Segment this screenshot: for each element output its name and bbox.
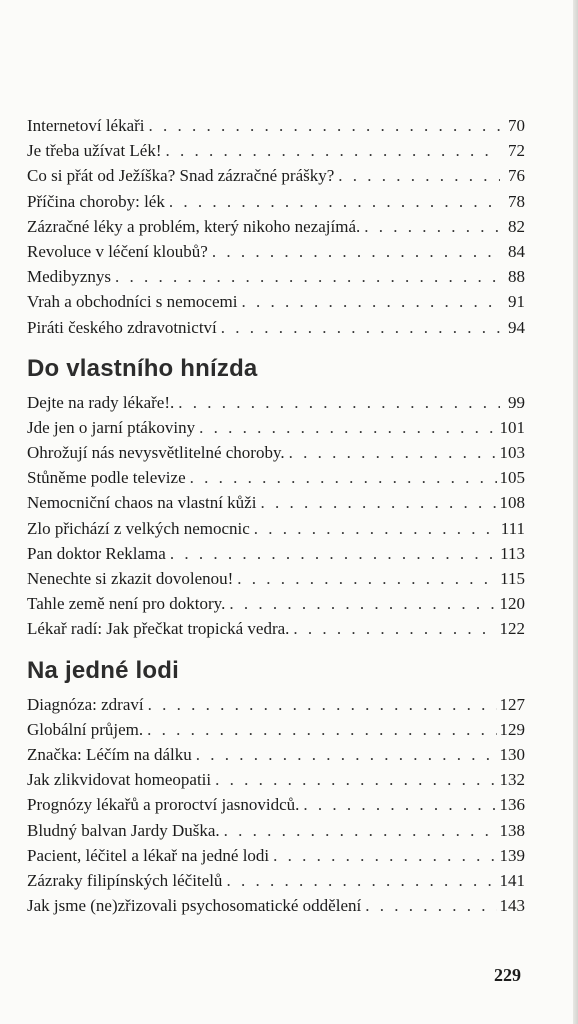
- dot-leader: [260, 490, 496, 515]
- entry-title: Příčina choroby: lék: [27, 191, 165, 211]
- entry-page-number: 136: [499, 795, 525, 815]
- section-heading: Do vlastního hnízda: [27, 354, 258, 382]
- dot-leader: [166, 138, 500, 163]
- entry-title: Nenechte si zkazit dovolenou!: [27, 569, 234, 588]
- toc-entry: [27, 315, 525, 340]
- dot-leader: [289, 440, 497, 465]
- entry-page-number: 132: [499, 770, 525, 790]
- table-of-contents: [27, 113, 525, 918]
- entry-title: Tahle země není pro doktory.: [27, 594, 226, 614]
- entry-title: Internetoví lékaři: [27, 116, 145, 135]
- entry-page-number: 105: [499, 468, 525, 488]
- entry-title: Piráti českého zdravotnictví: [27, 317, 217, 337]
- entry-page-number: 78: [508, 191, 525, 211]
- toc-entry: [27, 490, 525, 515]
- entry-title: Globální průjem.: [27, 719, 144, 739]
- toc-entry: [27, 742, 525, 767]
- dot-leader: [170, 541, 497, 566]
- toc-entry: [27, 893, 525, 918]
- entry-page-number: 130: [499, 744, 525, 764]
- entry-page-number: 120: [499, 594, 525, 614]
- dot-leader: [365, 893, 496, 918]
- toc-entry: [27, 113, 525, 138]
- dot-leader: [237, 566, 497, 591]
- toc-entry: [27, 541, 525, 566]
- section-heading: Na jedné lodi: [27, 656, 179, 684]
- entry-title: Lékař radí: Jak přečkat tropická vedra.: [27, 619, 290, 639]
- toc-entry: [27, 767, 525, 792]
- entry-page-number: 115: [500, 569, 525, 588]
- entry-title: Jak jsme (ne)zřizovali psychosomatické oddělení: [27, 896, 362, 916]
- entry-page-number: 108: [499, 493, 525, 513]
- entry-page-number: 113: [500, 543, 525, 563]
- dot-leader: [149, 113, 500, 138]
- entry-title: Nemocniční chaos na vlastní kůži: [27, 493, 257, 513]
- entry-title: Bludný balvan Jardy Duška.: [27, 820, 220, 840]
- entry-page-number: 94: [508, 317, 525, 337]
- entry-page-number: 139: [499, 845, 525, 865]
- dot-leader: [212, 239, 500, 264]
- toc-entry: [27, 566, 525, 591]
- entry-page-number: 84: [508, 241, 525, 261]
- entry-page-number: 129: [499, 719, 525, 739]
- entry-title: Revoluce v léčení kloubů?: [27, 241, 208, 261]
- toc-entry: [27, 843, 525, 868]
- entry-title: Dejte na rady lékaře!.: [27, 392, 175, 412]
- dot-leader: [293, 616, 496, 641]
- dot-leader: [148, 692, 497, 717]
- dot-leader: [221, 315, 500, 340]
- dot-leader: [147, 717, 496, 742]
- toc-entry: [27, 289, 525, 314]
- entry-title: Pan doktor Reklama: [27, 543, 166, 563]
- entry-page-number: 101: [499, 417, 525, 437]
- dot-leader: [115, 264, 500, 289]
- entry-page-number: 82: [508, 216, 525, 236]
- entry-title: Medibyznys: [27, 267, 112, 287]
- toc-entry: [27, 440, 525, 465]
- entry-page-number: 122: [499, 619, 525, 639]
- dot-leader: [226, 868, 496, 893]
- page-number: 229: [494, 965, 521, 985]
- entry-title: Jde jen o jarní ptákoviny: [27, 417, 196, 437]
- toc-entry: [27, 214, 525, 239]
- dot-leader: [178, 390, 500, 415]
- entry-page-number: 127: [499, 694, 525, 714]
- entry-page-number: 103: [499, 443, 525, 463]
- dot-leader: [241, 289, 500, 314]
- dot-leader: [190, 465, 497, 490]
- dot-leader: [224, 818, 497, 843]
- entry-title: Ohrožují nás nevysvětlitelné choroby.: [27, 443, 285, 463]
- entry-page-number: 72: [508, 141, 525, 161]
- entry-title: Stůněme podle televize: [27, 468, 186, 488]
- entry-title: Prognózy lékařů a proroctví jasnovidců.: [27, 795, 300, 815]
- entry-title: Pacient, léčitel a lékař na jedné lodi: [27, 845, 270, 865]
- entry-page-number: 70: [508, 116, 525, 135]
- entry-page-number: 99: [508, 392, 525, 412]
- entry-title: Zázračné léky a problém, který nikoho nezajímá.: [27, 216, 361, 236]
- page-edge-shadow: [573, 0, 578, 1024]
- entry-title: Je třeba užívat Lék!: [27, 141, 162, 161]
- toc-entry: [27, 138, 525, 163]
- entry-title: Zlo přichází z velkých nemocnic: [27, 518, 250, 538]
- dot-leader: [215, 767, 496, 792]
- entry-page-number: 88: [508, 267, 525, 287]
- toc-entry: [27, 692, 525, 717]
- dot-leader: [273, 843, 496, 868]
- dot-leader: [364, 214, 500, 239]
- dot-leader: [199, 415, 496, 440]
- entry-title: Co si přát od Ježíška? Snad zázračné prášky?: [27, 166, 335, 186]
- entry-title: Zázraky filipínských léčitelů: [27, 870, 223, 890]
- entry-page-number: 138: [499, 820, 525, 840]
- toc-entry: [27, 717, 525, 742]
- entry-title: Vrah a obchodníci s nemocemi: [27, 292, 238, 312]
- toc-entry: [27, 465, 525, 490]
- toc-entry: [27, 415, 525, 440]
- dot-leader: [303, 792, 496, 817]
- toc-entry: [27, 516, 525, 541]
- entry-page-number: 91: [508, 292, 525, 312]
- entry-page-number: 111: [500, 518, 525, 538]
- dot-leader: [196, 742, 497, 767]
- toc-entry: [27, 239, 525, 264]
- entry-title: Značka: Léčím na dálku: [27, 744, 192, 764]
- entry-page-number: 141: [499, 870, 525, 890]
- entry-title: Diagnóza: zdraví: [27, 694, 144, 714]
- entry-page-number: 76: [508, 166, 525, 186]
- entry-page-number: 143: [499, 896, 525, 916]
- toc-entry: [27, 390, 525, 415]
- toc-entry: [27, 591, 525, 616]
- dot-leader: [338, 163, 500, 188]
- dot-leader: [229, 591, 496, 616]
- dot-leader: [169, 189, 500, 214]
- entry-title: Jak zlikvidovat homeopatii: [27, 770, 212, 790]
- toc-entry: [27, 818, 525, 843]
- toc-entry: [27, 792, 525, 817]
- toc-entry: [27, 163, 525, 188]
- toc-entry: [27, 868, 525, 893]
- toc-entry: [27, 264, 525, 289]
- toc-entry: [27, 189, 525, 214]
- toc-entry: [27, 616, 525, 641]
- dot-leader: [254, 516, 498, 541]
